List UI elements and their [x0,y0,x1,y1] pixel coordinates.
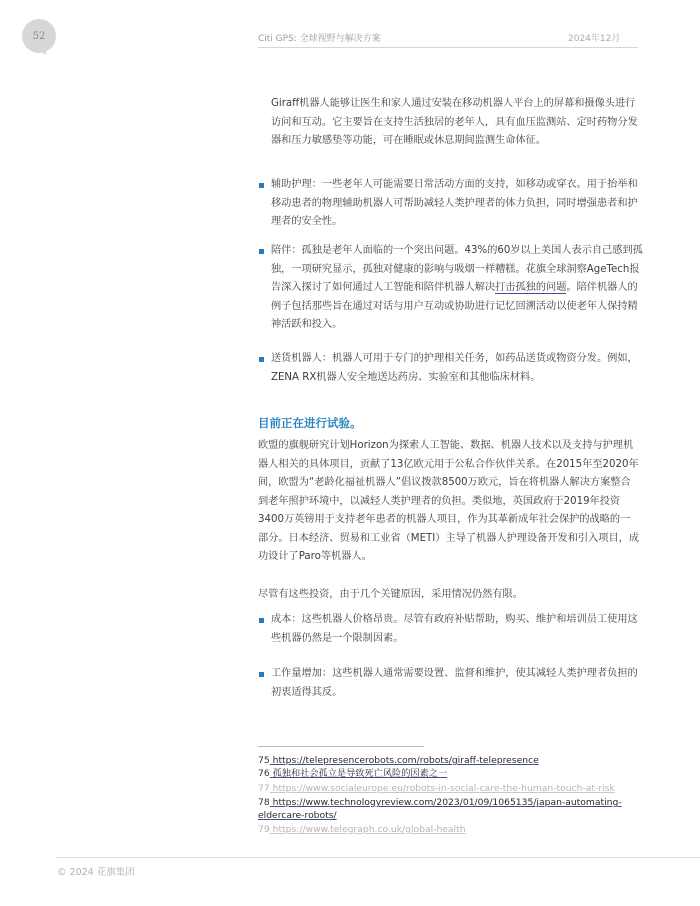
footnote-link[interactable]: https://www.telegraph.co.uk/global-health [269,824,466,835]
bullet-delivery-robots: 送货机器人：机器人可用于专门的护理相关任务，如药品送货或物资分发。例如，ZENA RX机器人安全地送达药房、实验室和其他临床材料。 [271,353,638,383]
header-divider [258,47,638,48]
intro-paragraph: Giraff机器人能够让医生和家人通过安装在移动机器人平台上的屏幕和摄像头进行访问和互动。它主要旨在支持生活独居的老年人，具有血压监测站、定时药物分发器和压力敏感垫等功能，可在睡眠或休息期间监测生命体征。 [271,98,638,146]
bullet-marker [259,618,264,623]
footnote-79 [258,823,640,836]
page-number: 52 [32,30,46,42]
footnote-number: 76 [258,768,270,779]
footnote-77 [258,782,640,795]
footnote-divider [258,746,424,747]
bullet-marker [259,672,264,677]
companionship-text-before: 陪伴：孤独是老年人面临的一个突出问题。43%的60岁以上美国人表示自己感到孤独，一项研究显示，孤独对健康的影响与吸烟一样糟糕。花旗全球洞察AgeTech报告深入探讨了如何通过人工智能和陪伴机器人解决 [271,245,643,293]
header-title: Citi GPS: 全球视野与解决方案 [258,34,381,44]
footnote-78 [258,796,640,822]
bullet-marker [259,357,264,362]
bullet-marker [259,249,264,254]
section-heading: 目前正在进行试验。 [258,416,362,430]
page-badge-tail [37,44,51,56]
header-date: 2024年12月 [568,34,621,44]
loneliness-link[interactable]: 打击孤独的问题 [495,282,567,293]
bullet-assistive-care: 辅助护理：一些老年人可能需要日常活动方面的支持，如移动或穿衣。用于抬举和移动患者的物理辅助机器人可帮助减轻人类护理者的体力负担，同时增强患者和护理者的安全性。 [271,179,638,227]
footnote-link[interactable]: https://telepresencerobots.com/robots/giraff-telepresence [269,755,539,766]
footnote-number: 78 [258,797,270,808]
bullet-cost: 成本：这些机器人价格昂贵。尽管有政府补贴帮助，购买、维护和培训员工使用这些机器仍然是一个限制因素。 [271,614,638,644]
bullet-companionship [271,242,643,335]
footnote-76 [258,767,640,780]
section-body-paragraph: 欧盟的旗舰研究计划Horizon为探索人工智能、数据、机器人技术以及支持与护理机器人相关的具体项目，贡献了13亿欧元用于公私合作伙伴关系。在2015年至2020年间，欧盟为“老龄化福祉机器人”倡议拨款8500万欧元，旨在将机器人解决方案整合到老年照护环境中，以减轻人类护理者的负担。类似地，英国政府于2019年投资3400万英镑用于支持老年患者的机器人项目，作为其革新成年社会保护的战略的一部分。日本经济、贸易和工业省（METI）主导了机器人护理设备开发和引入项目，成功设计了Paro等机器人。 [258,440,640,562]
footnote-number: 75 [258,755,270,766]
footnote-link[interactable]: https://www.socialeurope.eu/robots-in-social-care-the-human-touch-at-risk [269,783,615,794]
footnote-number: 79 [258,824,270,835]
footer-divider [56,857,700,858]
bullet-workload: 工作量增加：这些机器人通常需要设置、监督和维护，使其减轻人类护理者负担的初衷适得其反。 [271,668,638,698]
companionship-text-after: 。陪伴机器人的例子包括那些旨在通过对话与用户互动或协助进行记忆回溯活动以使老年人保持精神活跃和投入。 [271,282,638,330]
footnote-link[interactable]: https://www.technologyreview.com/2023/01/09/1065135/japan-automating-eldercare-robots/ [258,797,622,821]
adoption-lead-in: 尽管有这些投资，由于几个关键原因，采用情况仍然有限。 [258,589,523,600]
footnote-link[interactable]: 孤独和社会孤立是导致死亡风险的因素之一 [269,768,448,779]
footnote-number: 77 [258,783,270,794]
bullet-marker [259,183,264,188]
footer-copyright: © 2024 花旗集团 [57,867,135,878]
footnote-75 [258,754,640,767]
